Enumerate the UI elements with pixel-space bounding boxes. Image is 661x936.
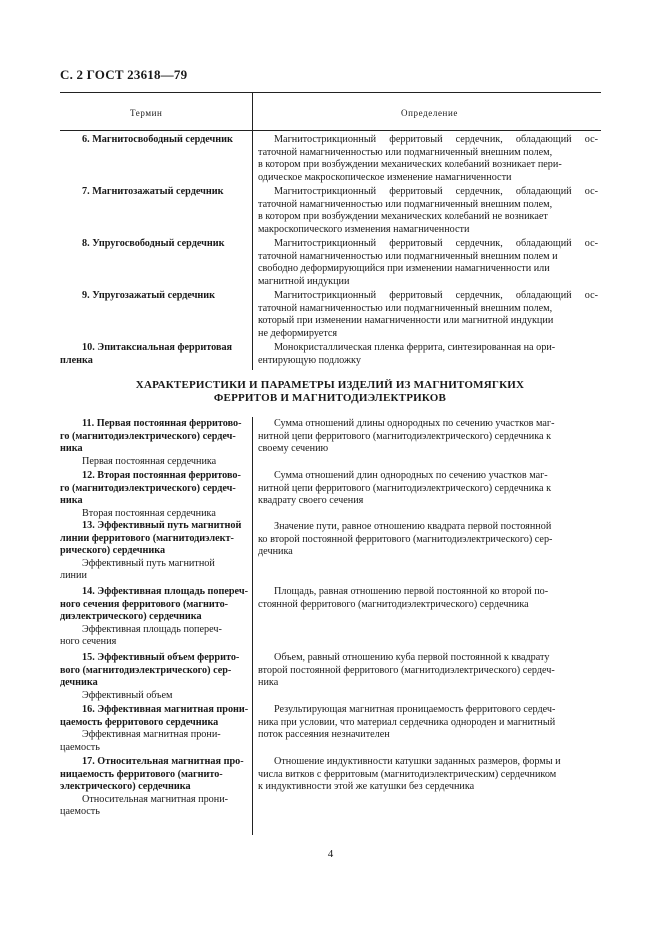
table-column-divider <box>252 92 253 370</box>
definition-line: Результирующая магнитная проницаемость ферритового сердеч- <box>274 704 556 715</box>
term-line: 12. Вторая постоянная ферритово- <box>82 470 241 481</box>
term-line: ника <box>60 443 83 455</box>
definition-line: числа витков с ферритовым (магнитодиэлектрическим) сердечником <box>258 768 557 780</box>
page-number: 4 <box>327 848 334 860</box>
definition-line: Значение пути, равное отношению квадрата первой постоянной <box>274 521 552 532</box>
definition-line: таточной намагниченностью или подмагниченный внешним полем и <box>258 250 558 262</box>
definition-line: Магнитострикционный ферритовый сердечник, обладающий ос- <box>274 238 598 249</box>
definition-line: таточной намагниченностью или подмагниченный внешним полем, <box>258 146 553 158</box>
column-header-definition: Определение <box>401 108 458 118</box>
term-line: 11. Первая постоянная ферритово- <box>82 418 242 429</box>
term-alias: Вторая постоянная сердечника <box>82 507 216 519</box>
term-line: ницаемость ферритового (магнито- <box>60 768 223 780</box>
term-line: диэлектрического) сердечника <box>60 611 202 623</box>
term-10-line: 10. Эпитаксиальная ферритовая <box>82 342 233 353</box>
term-6: 6. Магнитосвободный сердечник <box>82 134 233 145</box>
definition-line: в котором при возбуждении механических колебаний возникает пери- <box>258 159 562 171</box>
term-line: 17. Относительная магнитная про- <box>82 756 244 767</box>
column-header-term: Термин <box>130 108 163 118</box>
definition-line: стоянной ферритового (магнитодиэлектрического) сердечника <box>258 598 529 610</box>
definition-line: нитной цепи ферритового (магнитодиэлектрического) сердечника к <box>258 430 552 442</box>
definition-line: дечника <box>258 546 293 558</box>
definition-line: своему сечению <box>258 443 329 455</box>
definition-line: не деформируется <box>258 327 338 339</box>
definition-line: свободно деформирующийся при изменении намагниченности или <box>258 263 550 275</box>
definition-line: нитной цепи ферритового (магнитодиэлектрического) сердечника к <box>258 482 552 494</box>
term-line: вого (магнитодиэлектрического) сер- <box>60 664 232 676</box>
term-line: 14. Эффективная площадь попереч- <box>82 586 248 597</box>
definition-line: Магнитострикционный ферритовый сердечник, обладающий ос- <box>274 134 598 145</box>
term-alias: Эффективный объем <box>82 689 173 701</box>
term-line: ного сечения ферритового (магнито- <box>60 598 229 610</box>
definition-line: квадрату своего сечения <box>258 495 364 507</box>
definition-line: таточной намагниченностью или подмагниченный внешним полем, <box>258 302 553 314</box>
definition-line: ентирующую подложку <box>258 354 361 366</box>
term-alias: Эффективная магнитная прони- <box>82 729 221 741</box>
term-line: рического) сердечника <box>60 545 166 557</box>
definition-line: Монокристаллическая пленка феррита, синтезированная на ори- <box>274 342 556 353</box>
term-line: го (магнитодиэлектрического) сердеч- <box>60 430 236 442</box>
term-line: ника <box>60 495 83 507</box>
definition-line: который при изменении намагниченности или магнитной индукции <box>258 315 554 327</box>
definition-line: ника <box>258 677 279 689</box>
term-alias: ного сечения <box>60 636 117 648</box>
definition-line: магнитной индукции <box>258 275 350 287</box>
definition-line: ко второй постоянной ферритового (магнитодиэлектрического) сер- <box>258 533 553 545</box>
term-alias: Относительная магнитная прони- <box>82 793 229 805</box>
definition-line: Объем, равный отношению куба первой постоянной к квадрату <box>274 652 550 663</box>
term-line: го (магнитодиэлектрического) сердеч- <box>60 482 236 494</box>
definition-line: поток рассеяния незначителен <box>258 729 390 741</box>
definition-line: Сумма отношений длин однородных по сечению участков маг- <box>274 470 548 481</box>
definition-line: Сумма отношений длины однородных по сечению участков маг- <box>274 418 555 429</box>
definition-line: Магнитострикционный ферритовый сердечник, обладающий ос- <box>274 186 598 197</box>
term-alias: Эффективная площадь попереч- <box>82 623 222 635</box>
term-line: 13. Эффективный путь магнитной <box>82 520 242 531</box>
definition-line: ника при условии, что материал сердечника однороден и магнитный <box>258 716 556 728</box>
definition-line: в котором при возбуждении механических колебаний не возникает <box>258 211 548 223</box>
term-7: 7. Магнитозажатый сердечник <box>82 186 224 197</box>
definition-line: таточной намагниченностью или подмагниченный внешним полем, <box>258 198 553 210</box>
term-line: линии ферритового (магнитодиэлект- <box>60 532 234 544</box>
term-8: 8. Упругосвободный сердечник <box>82 238 225 249</box>
term-line: электрического) сердечника <box>60 781 191 793</box>
section-title-line: ФЕРРИТОВ И МАГНИТОДИЭЛЕКТРИКОВ <box>213 392 447 404</box>
term-line: дечника <box>60 677 98 689</box>
table-top-rule <box>60 92 601 93</box>
second-column-divider <box>252 417 253 835</box>
term-9: 9. Упругозажатый сердечник <box>82 290 216 301</box>
term-line: 15. Эффективный объем феррито- <box>82 652 240 663</box>
section-title-line: ХАРАКТЕРИСТИКИ И ПАРАМЕТРЫ ИЗДЕЛИЙ ИЗ МАГНИТОМЯГКИХ <box>135 379 525 391</box>
term-alias: Эффективный путь магнитной <box>82 557 215 569</box>
term-alias: Первая постоянная сердечника <box>82 455 217 467</box>
definition-line: одическое макроскопическое изменение намагниченности <box>258 171 512 183</box>
definition-line: второй постоянной ферритового (магнитодиэлектрического) сердеч- <box>258 664 555 676</box>
term-alias: цаемость <box>60 806 100 818</box>
definition-line: Магнитострикционный ферритовый сердечник, обладающий ос- <box>274 290 598 301</box>
page-header: С. 2 ГОСТ 23618—79 <box>60 67 188 82</box>
term-line: 16. Эффективная магнитная прони- <box>82 704 249 715</box>
table-header-bottom-rule <box>60 130 601 131</box>
definition-line: Отношение индуктивности катушки заданных размеров, формы и <box>274 756 561 767</box>
definition-line: к индуктивности этой же катушки без сердечника <box>258 781 475 793</box>
term-10-line: пленка <box>60 354 93 366</box>
definition-line: Площадь, равная отношению первой постоянной ко второй по- <box>274 586 549 597</box>
section-title <box>120 379 540 405</box>
term-alias: цаемость <box>60 741 100 753</box>
term-line: цаемость ферритового сердечника <box>60 716 219 728</box>
definition-line: макроскопического изменения намагниченности <box>258 223 470 235</box>
term-alias: линии <box>60 570 87 582</box>
